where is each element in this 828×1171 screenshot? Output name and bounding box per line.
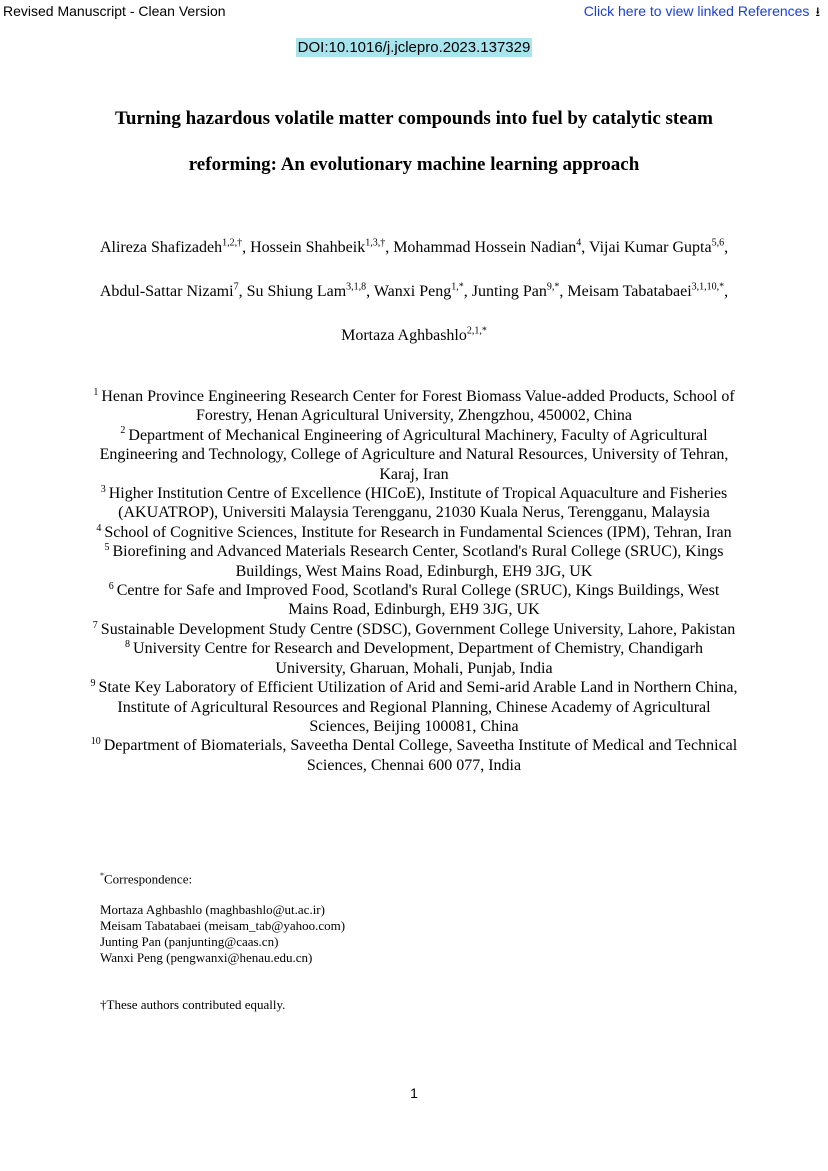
author-affiliation-marks: 5,6 bbox=[711, 237, 725, 249]
affiliation-text: Sustainable Development Study Centre (SDSC), Government College University, Lahore, Pakistan bbox=[100, 620, 736, 638]
affiliation-number: 7 bbox=[92, 619, 98, 631]
affiliation-text: Henan Province Engineering Research Center for Forest Biomass Value-added Products, School of Forestry, Henan Agricultural University, Zhengzhou, 450002, China bbox=[101, 388, 735, 425]
affiliation bbox=[90, 426, 738, 484]
correspondence-contact: Mortaza Aghbashlo (maghbashlo@ut.ac.ir) bbox=[100, 902, 325, 918]
author-separator: , bbox=[581, 239, 589, 256]
correspondence-label: Correspondence: bbox=[104, 871, 193, 887]
paper-title bbox=[60, 96, 768, 188]
author-name: Junting Pan bbox=[471, 283, 547, 300]
affiliation-number: 4 bbox=[96, 522, 102, 534]
author-name: Mohammad Hossein Nadian bbox=[393, 239, 577, 256]
affiliation-number: 3 bbox=[100, 483, 106, 495]
affiliation bbox=[90, 639, 738, 678]
author-affiliation-marks: 1,3,† bbox=[365, 237, 386, 249]
correspondence-contacts bbox=[100, 902, 345, 966]
author bbox=[341, 327, 487, 344]
author bbox=[567, 283, 728, 300]
author-name: Vijai Kumar Gupta bbox=[589, 239, 712, 256]
author bbox=[393, 239, 589, 256]
page-number: 1 bbox=[410, 1085, 418, 1101]
author-separator: , bbox=[242, 239, 251, 256]
author bbox=[589, 239, 728, 256]
affiliation-text: Higher Institution Centre of Excellence (HICoE), Institute of Tropical Aquaculture and Fisheries (AKUATROP), Universiti Malaysia Terengganu, 21030 Kuala Nerus, Terengganu, Malaysia bbox=[108, 485, 728, 522]
top-bar bbox=[0, 3, 828, 23]
author-name: Meisam Tabatabaei bbox=[567, 283, 692, 300]
affiliation-list bbox=[90, 387, 738, 775]
equal-contribution-note: †These authors contributed equally. bbox=[100, 997, 286, 1012]
affiliation bbox=[90, 736, 738, 775]
author bbox=[374, 283, 472, 300]
doi-banner bbox=[0, 39, 828, 56]
affiliation-number: 6 bbox=[108, 580, 114, 592]
author-affiliation-marks: 1,* bbox=[451, 281, 464, 293]
author-separator: , bbox=[724, 239, 729, 256]
author-name: Su Shiung Lam bbox=[246, 283, 347, 300]
author-affiliation-marks: 2,1,* bbox=[466, 325, 487, 337]
correspondence-marker: * bbox=[100, 871, 104, 880]
affiliation bbox=[90, 678, 738, 736]
title-line-2: reforming: An evolutionary machine learning approach bbox=[188, 154, 640, 175]
correspondence-contact: Wanxi Peng (pengwanxi@henau.edu.cn) bbox=[100, 950, 313, 966]
author-separator: , bbox=[238, 283, 247, 300]
affiliation-text: State Key Laboratory of Efficient Utilization of Arid and Semi-arid Arable Land in Northern China, Institute of Agricultural Resources and Regional Planning, Chinese Academy of Agricultural Sciences, Beijing 100081, China bbox=[98, 679, 738, 735]
author-name: Alireza Shafizadeh bbox=[99, 239, 223, 256]
affiliation-number: 10 bbox=[90, 735, 101, 747]
author-affiliation-marks: 3,1,8 bbox=[346, 281, 367, 293]
affiliation-text: Centre for Safe and Improved Food, Scotland's Rural College (SRUC), Kings Buildings, West Mains Road, Edinburgh, EH9 3JG, UK bbox=[116, 582, 720, 619]
author-separator: , bbox=[724, 283, 729, 300]
affiliation-number: 8 bbox=[125, 638, 131, 650]
affiliation-number: 9 bbox=[90, 677, 96, 689]
affiliation bbox=[90, 620, 738, 639]
title-line-1: Turning hazardous volatile matter compounds into fuel by catalytic steam bbox=[115, 108, 713, 129]
affiliation-text: School of Cognitive Sciences, Institute for Research in Fundamental Sciences (IPM), Tehran, Iran bbox=[104, 523, 732, 541]
affiliation-text: Biorefining and Advanced Materials Research Center, Scotland's Rural College (SRUC), Kings Buildings, West Mains Road, Edinburgh, EH9 3JG, UK bbox=[112, 543, 724, 580]
author-name: Abdul-Sattar Nizami bbox=[99, 283, 234, 300]
affiliation bbox=[90, 542, 738, 581]
author bbox=[100, 283, 247, 300]
author bbox=[247, 283, 374, 300]
affiliation-number: 2 bbox=[120, 425, 126, 437]
author-name: Mortaza Aghbashlo bbox=[341, 327, 467, 344]
affiliation bbox=[90, 484, 738, 523]
author-separator: , bbox=[559, 283, 568, 300]
affiliation-text: Department of Mechanical Engineering of Agricultural Machinery, Faculty of Agricultural Engineering and Technology, College of Agriculture and Natural Resources, University of Tehran, Karaj, Iran bbox=[99, 426, 729, 483]
author-affiliation-marks: 7 bbox=[233, 281, 239, 293]
affiliation bbox=[90, 523, 738, 542]
correspondence-heading bbox=[100, 868, 345, 887]
affiliation-text: Department of Biomaterials, Saveetha Dental College, Saveetha Institute of Medical and Technical Sciences, Chennai 600 077, India bbox=[103, 737, 738, 774]
correspondence-contact: Meisam Tabatabaei (meisam_tab@yahoo.com) bbox=[100, 918, 346, 934]
author bbox=[472, 283, 568, 300]
author-separator: , bbox=[385, 239, 394, 256]
author-affiliation-marks: 4 bbox=[576, 237, 582, 249]
download-icon[interactable]: ⭳ bbox=[815, 4, 820, 19]
correspondence-contact: Junting Pan (panjunting@caas.cn) bbox=[100, 934, 279, 950]
author bbox=[100, 239, 250, 256]
correspondence-block bbox=[100, 868, 345, 966]
author-name: Hossein Shahbeik bbox=[250, 239, 366, 256]
linked-references-link[interactable] bbox=[584, 3, 820, 25]
affiliation-text: University Centre for Research and Development, Department of Chemistry, Chandigarh University, Gharuan, Mohali, Punjab, India bbox=[133, 640, 703, 677]
author-affiliation-marks: 9,* bbox=[546, 281, 560, 293]
affiliation-number: 1 bbox=[93, 386, 99, 398]
author-separator: , bbox=[366, 283, 374, 300]
affiliation-number: 5 bbox=[104, 541, 110, 553]
author-name: Wanxi Peng bbox=[373, 283, 452, 300]
affiliation bbox=[90, 581, 738, 620]
author-affiliation-marks: 1,2,† bbox=[222, 237, 243, 249]
doi-text[interactable]: DOI:10.1016/j.jclepro.2023.137329 bbox=[297, 39, 531, 56]
affiliation bbox=[90, 387, 738, 426]
author-affiliation-marks: 3,1,10,* bbox=[691, 281, 725, 293]
author bbox=[250, 239, 393, 256]
author-list bbox=[95, 226, 733, 358]
linked-references-label: Click here to view linked References bbox=[583, 3, 810, 19]
author-separator: , bbox=[463, 283, 472, 300]
manuscript-status: Revised Manuscript - Clean Version bbox=[3, 3, 226, 19]
